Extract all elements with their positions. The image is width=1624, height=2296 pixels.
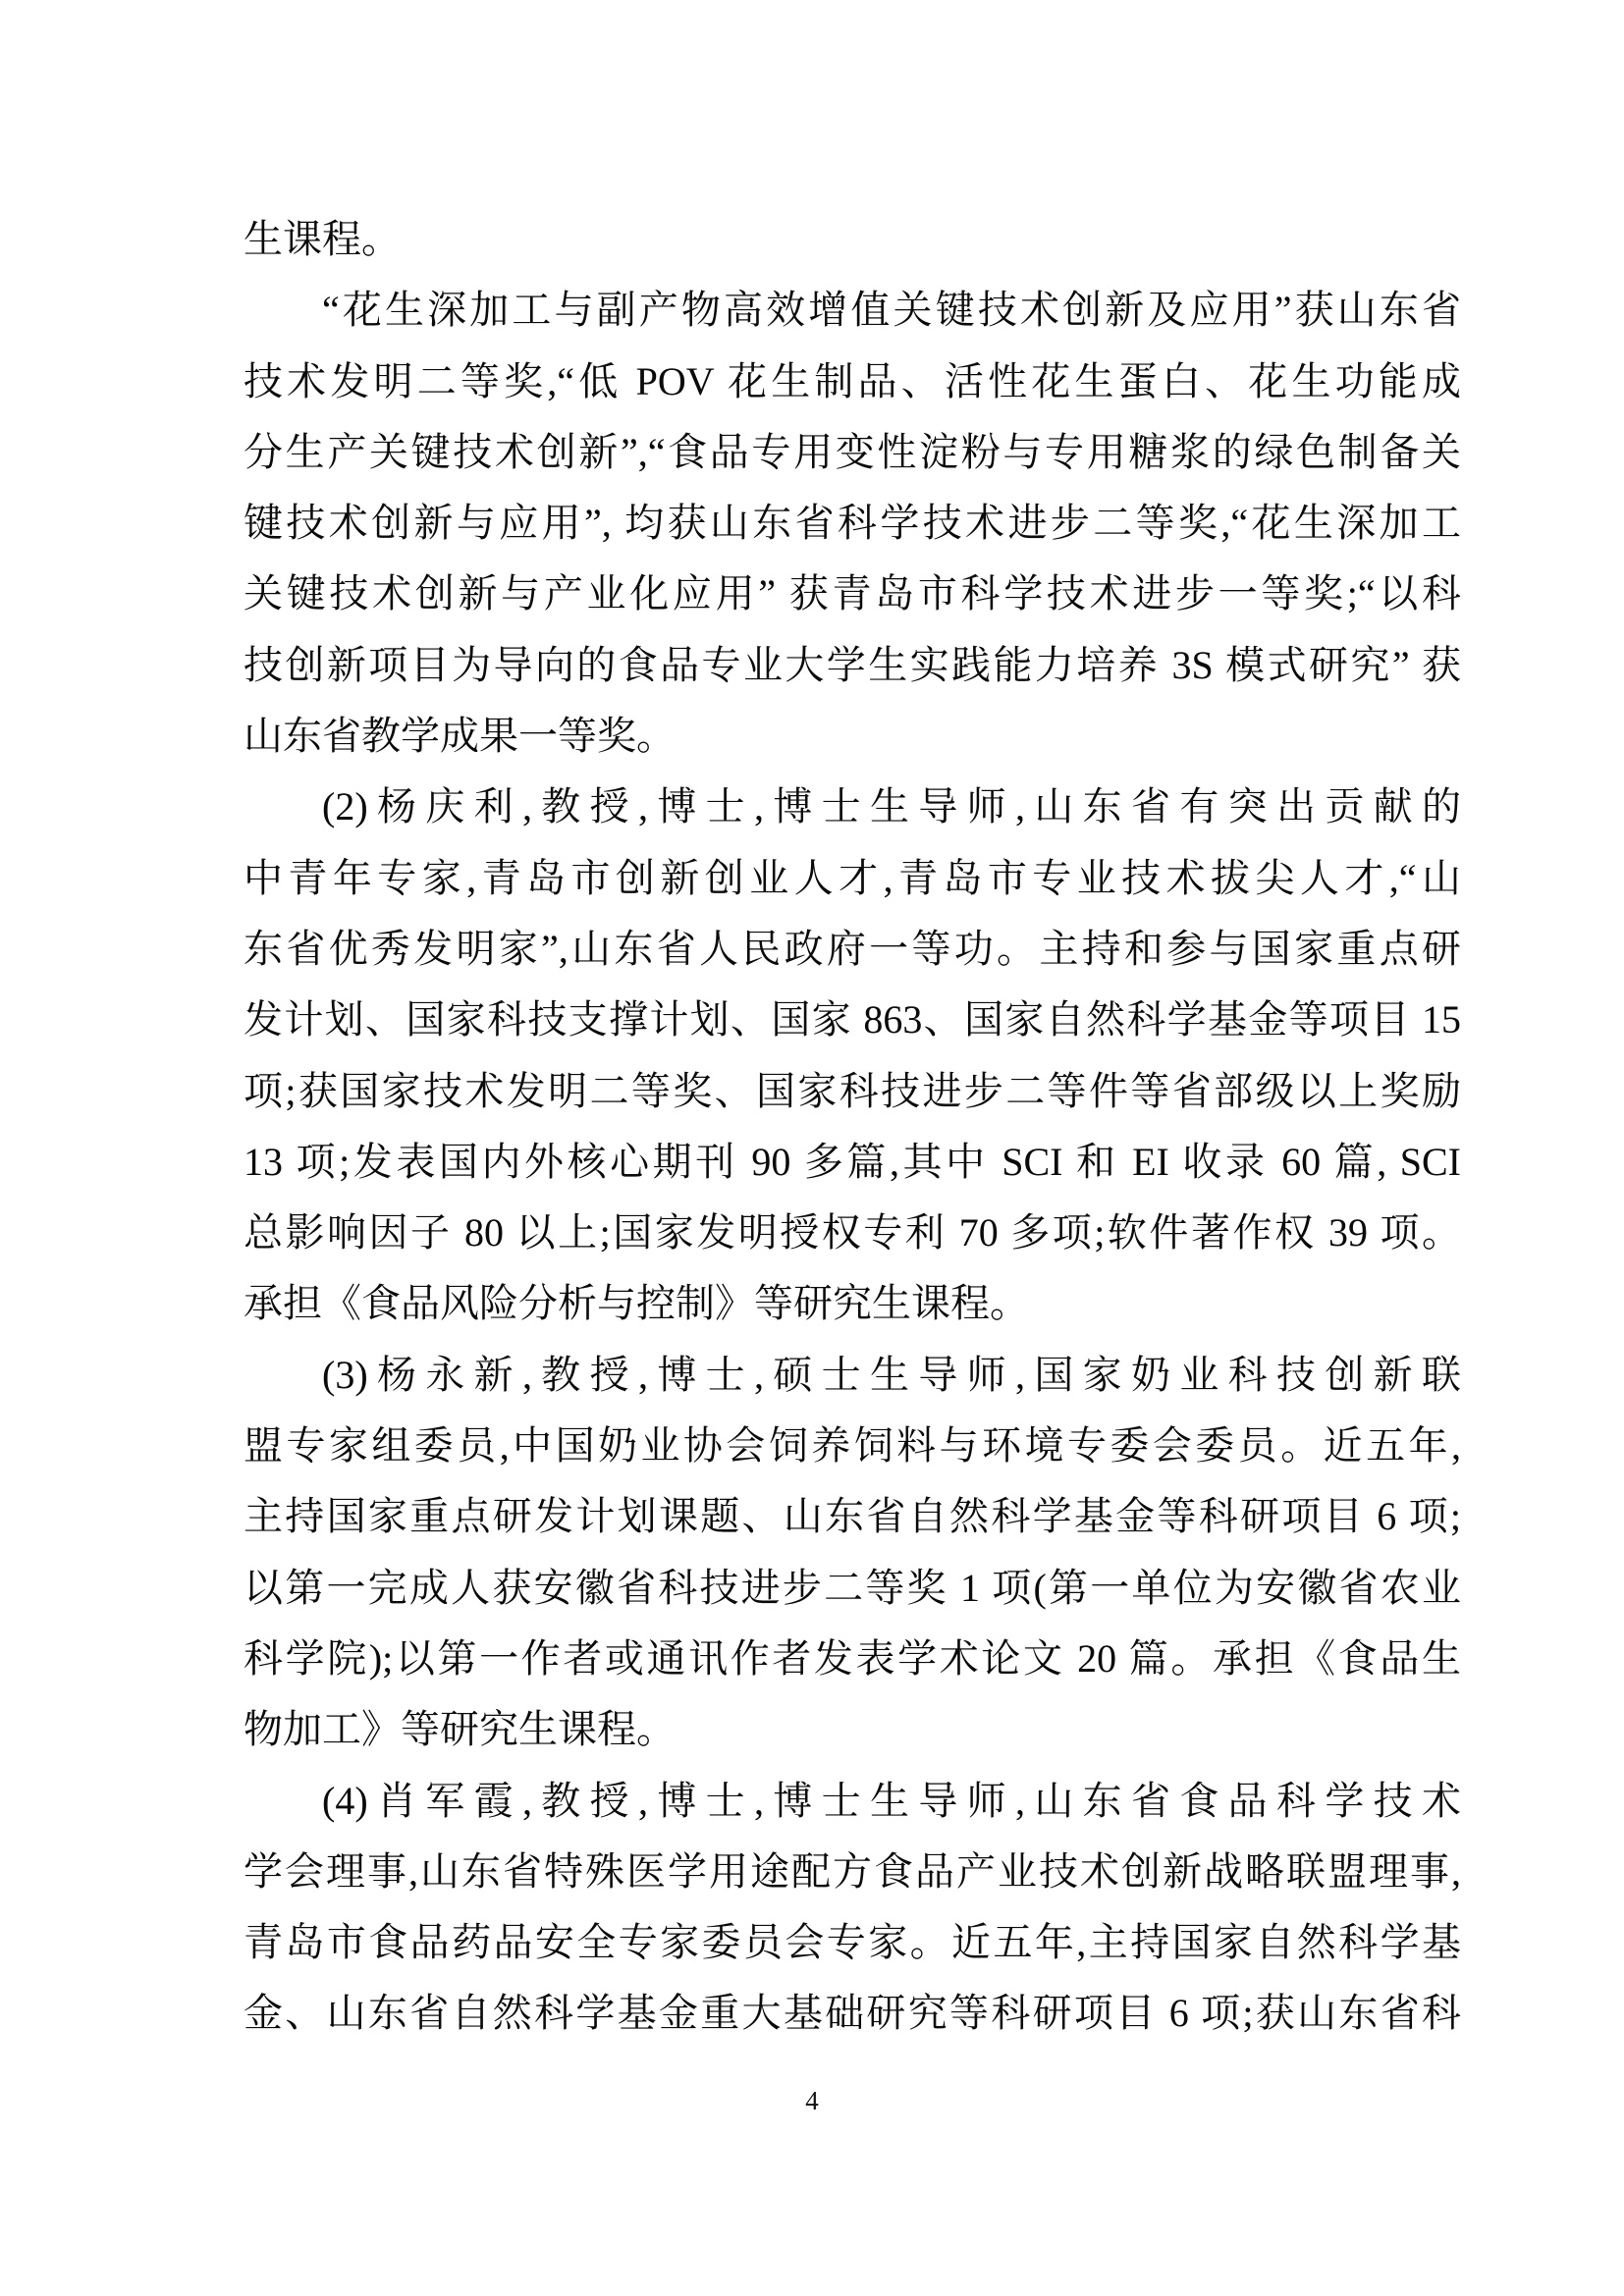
- text-line: 东省优秀发明家”,山东省人民政府一等功。主持和参与国家重点研: [244, 926, 1461, 971]
- text-line: 技术发明二等奖,“低 POV 花生制品、活性花生蛋白、花生功能成: [244, 358, 1461, 403]
- text-line: 以第一完成人获安徽省科技进步二等奖 1 项(第一单位为安徽省农业: [244, 1565, 1461, 1610]
- text-line: 关键技术创新与产业化应用” 获青岛市科学技术进步一等奖;“以科: [244, 571, 1461, 616]
- text-line: 盟专家组委员,中国奶业协会饲养饲料与环境专委会委员。近五年,: [244, 1423, 1461, 1468]
- text-line: (3)杨永新,教授,博士,硕士生导师,国家奶业科技创新联: [322, 1352, 1461, 1397]
- text-line: 技创新项目为导向的食品专业大学生实践能力培养 3S 模式研究” 获: [244, 642, 1461, 687]
- text-line: 项;获国家技术发明二等奖、国家科技进步二等件等省部级以上奖励: [244, 1068, 1461, 1113]
- text-line: 物加工》等研究生课程。: [244, 1707, 676, 1752]
- text-line: 主持国家重点研发计划课题、山东省自然科学基金等科研项目 6 项;: [244, 1494, 1461, 1539]
- text-line: 承担《食品风险分析与控制》等研究生课程。: [244, 1281, 1029, 1326]
- text-line: 金、山东省自然科学基金重大基础研究等科研项目 6 项;获山东省科: [244, 1991, 1461, 2036]
- text-line: (2)杨庆利,教授,博士,博士生导师,山东省有突出贡献的: [322, 784, 1461, 829]
- text-line: 中青年专家,青岛市创新创业人才,青岛市专业技术拔尖人才,“山: [244, 855, 1461, 900]
- text-line: 学会理事,山东省特殊医学用途配方食品产业技术创新战略联盟理事,: [244, 1848, 1461, 1894]
- text-line: “花生深加工与副产物高效增值关键技术创新及应用”获山东省: [322, 288, 1461, 333]
- document-body-text: [244, 204, 1461, 2050]
- text-line: 总影响因子 80 以上;国家发明授权专利 70 多项;软件著作权 39 项。: [244, 1210, 1461, 1255]
- text-line: 科学院);以第一作者或通讯作者发表学术论文 20 篇。承担《食品生: [244, 1635, 1461, 1681]
- text-line: 13 项;发表国内外核心期刊 90 多篇,其中 SCI 和 EI 收录 60 篇, SCI: [244, 1139, 1461, 1184]
- text-line: 分生产关键技术创新”,“食品专用变性淀粉与专用糖浆的绿色制备关: [244, 429, 1461, 474]
- text-line: 青岛市食品药品安全专家委员会专家。近五年,主持国家自然科学基: [244, 1920, 1461, 1965]
- text-line: 发计划、国家科技支撑计划、国家 863、国家自然科学基金等项目 15: [244, 997, 1461, 1042]
- text-line: (4)肖军霞,教授,博士,博士生导师,山东省食品科学技术: [322, 1778, 1461, 1823]
- page-number: 4: [805, 2086, 819, 2115]
- text-line: 山东省教学成果一等奖。: [244, 714, 676, 759]
- text-line: 键技术创新与应用”, 均获山东省科学技术进步二等奖,“花生深加工: [244, 501, 1461, 546]
- text-line: 生课程。: [244, 217, 401, 261]
